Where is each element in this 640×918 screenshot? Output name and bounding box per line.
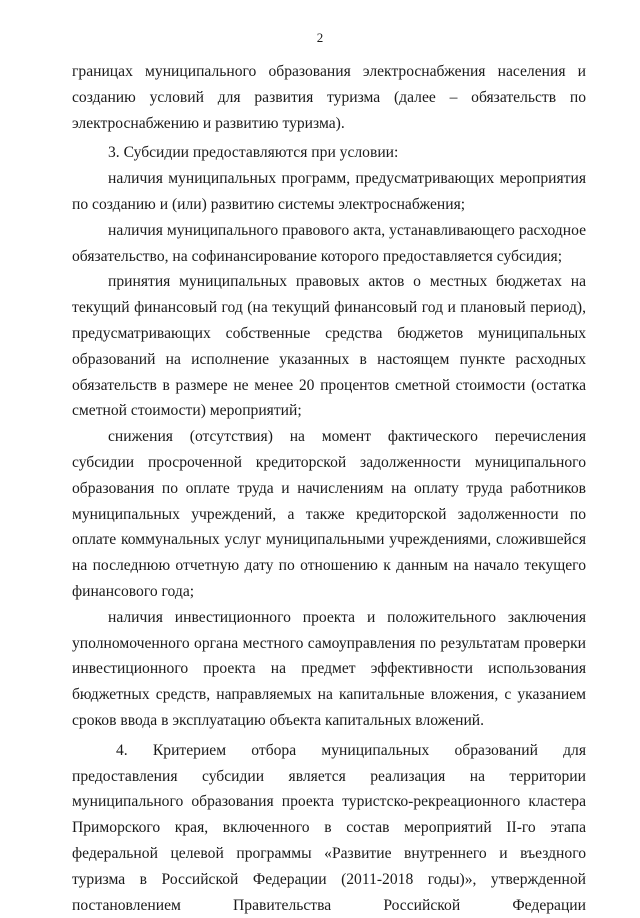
document-body	[72, 59, 586, 918]
paragraph-condition-programs: наличия муниципальных программ, предусматривающих мероприятия по созданию и (или) развитию системы электроснабжения;	[72, 170, 586, 213]
paragraph-continuation: границах муниципального образования электроснабжения населения и созданию условий для развития туризма (далее – обязательств по электроснабжению и развитию туризма).	[72, 63, 586, 132]
paragraph-condition-legal-act: наличия муниципального правового акта, устанавливающего расходное обязательство, на софинансирование которого предоставляется субсидия;	[72, 221, 586, 265]
page-number: 2	[316, 30, 324, 45]
paragraph-condition-budget: принятия муниципальных правовых актов о местных бюджетах на текущий финансовый год (на текущий финансовый год и плановый период), предусматривающих собственные средства бюджетов муниципальных образований на исполнение указанных в настоящем пункте расходных обязательств в размере не менее 20 процентов сметной стоимости (остатка сметной стоимости) мероприятий;	[72, 273, 586, 420]
paragraph-section-4-criterion: 4. Критерием отбора муниципальных образований для предоставления субсидии является реализация на территории муниципального образования проекта туристско-рекреационного кластера Приморского края, включенного в состав мероприятий II-го этапа федеральной целевой программы «Развитие внутреннего и въездного туризма в Российской Федерации (2011-2018 годы)», утвержденной постановлением Правительства Российской Федерации	[72, 741, 586, 914]
paragraph-condition-debt: снижения (отсутствия) на момент фактического перечисления субсидии просроченной кредиторской задолженности муниципального образования по оплате труда и начислениям на оплату труда работников муниципальных учреждений, а также кредиторской задолженности по оплате коммунальных услуг муниципальными учреждениями, сложившейся на последнюю отчетную дату по отношению к данным на начало текущего финансового года;	[72, 428, 586, 600]
paragraph-section-3-heading: 3. Субсидии предоставляются при условии:	[108, 144, 399, 162]
paragraph-condition-investment: наличия инвестиционного проекта и положительного заключения уполномоченного органа местного самоуправления по результатам проверки инвестиционного проекта на предмет эффективности использования бюджетных средств, направляемых на капитальные вложения, с указанием сроков ввода в эксплуатацию объекта капитальных вложений.	[72, 608, 586, 729]
